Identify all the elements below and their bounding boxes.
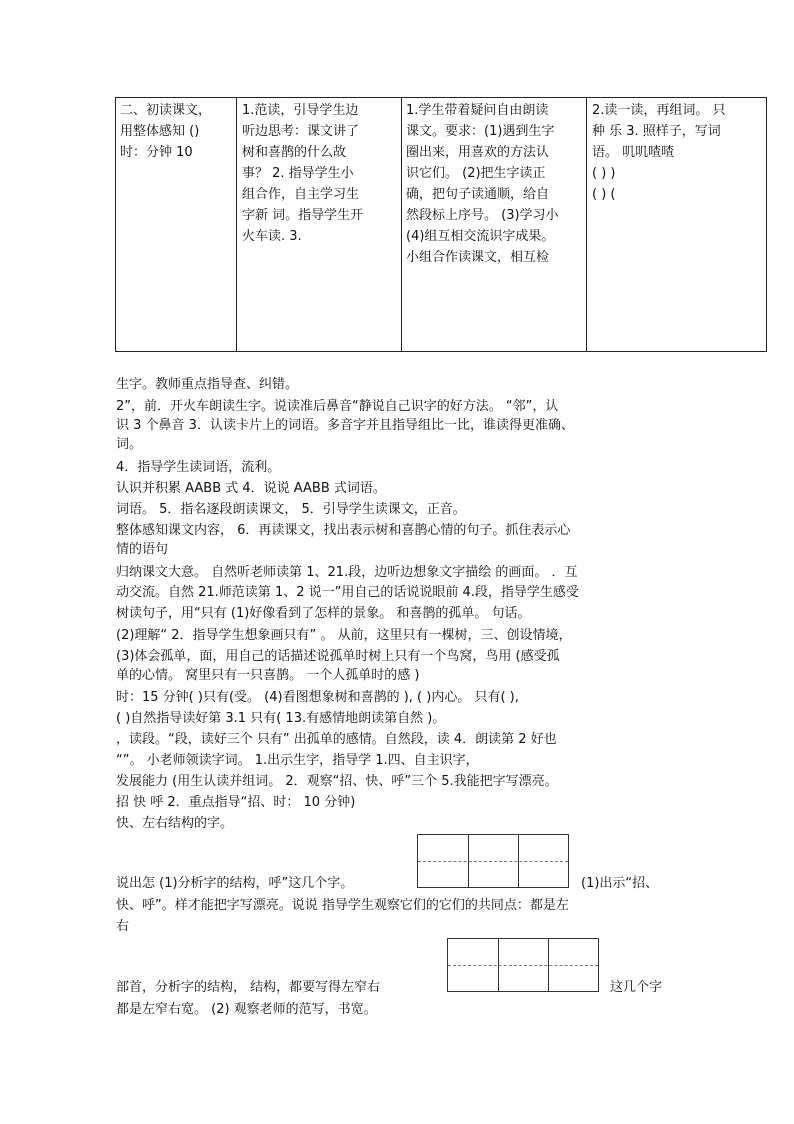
- text-line: 动交流。自然 21.师范读第 1、2 说一”用自己的话说说眼前 4.段，指导学生感受: [116, 585, 579, 600]
- text-line: 4．指导学生读词语，流利。: [116, 460, 281, 475]
- writing-grid: [447, 938, 599, 992]
- text-line: “”。 小老师领读字词。 1.出示生字，指导学 1.四、自主识字，: [116, 753, 479, 768]
- writing-grid: [417, 834, 569, 888]
- text-line: 快、呼”。样才能把字写漂亮。说说 指导学生观察它们的它们的共同点：都是左: [116, 898, 569, 913]
- text-line: 时：15 分钟( )只有(受。 (4)看图想象树和喜鹊的 ), ( )内心。 只有( ),: [116, 690, 519, 705]
- text-line: 这几个字: [610, 980, 663, 995]
- text-line: (2)理解“ 2．指导学生想象画只有” 。 从前，这里只有一棵树，三、创设情境，: [116, 628, 572, 643]
- text-line: 识 3 个鼻音 3．认读卡片上的词语。多音字并且指导组比一比，谁读得更准确、: [116, 418, 574, 433]
- text-line: 词语。 5．指名逐段朗读课文， 5．引导学生读课文，正音。: [116, 502, 466, 517]
- text-line: 生字。教师重点指导查、纠错。: [116, 377, 299, 392]
- text-line: 招 快 呼 2．重点指导“招、时： 10 分钟): [116, 795, 356, 810]
- text-line: 部首，分析字的结构， 结构，都要写得左窄右: [116, 980, 381, 995]
- text-line: 右: [116, 919, 130, 934]
- text-line: 认识并积累 AABB 式 4．说说 AABB 式词语。: [116, 481, 386, 496]
- text-line: 都是左窄右宽。 (2) 观察老师的范写，书宽。: [116, 1002, 377, 1017]
- table-cell-exercise: 2.读一读，再组词。 只 种 乐 3. 照样子，写词 语。 叽叽喳喳 ( ) ) ( ) (: [592, 103, 726, 202]
- text-line: 归纳课文大意。 自然听老师读第 1、21.段，边听边想象文字描绘 的画面。 ．互: [116, 565, 578, 580]
- text-line: (1)出示“招、: [581, 876, 659, 891]
- text-line: 说出怎 (1)分析字的结构，呼”这几个字。: [116, 876, 354, 891]
- table-divider: [236, 98, 237, 351]
- table-divider: [586, 98, 587, 351]
- table-cell-teacher: 1.范读，引导学生边 听边思考：课文讲了 树和喜鹊的什么故 事？ 2. 指导学生小 组合作，自主学习生 字新 词。指导学生开 火车读. 3.: [242, 103, 364, 244]
- table-cell-stage: 二、初读课文， 用整体感知 () 时：分钟 10: [120, 103, 212, 160]
- text-line: 情的语句: [116, 542, 169, 557]
- table-cell-student: 1.学生带着疑问自由朗读 课文。要求：(1)遇到生字 圈出来，用喜欢的方法认 识它们。 (2)把生字读正 确，把句子读通顺，给自 然段标上序号。 (3)学习小 (4)组互相交流识字成果。 小组合作读课文，相互检: [406, 103, 559, 265]
- text-line: 整体感知课文内容， 6．再读课文，找出表示树和喜鹊心情的句子。抓住表示心: [116, 523, 571, 538]
- text-line: ，读段。“段，读好三个 只有” 出孤单的感情。自然段，读 4．朗读第 2 好也: [116, 732, 557, 747]
- text-line: 单的心情。 窝里只有一只喜鹊。 一个人孤单时的感 ): [116, 668, 420, 683]
- text-line: 快、左右结构的字。: [116, 816, 234, 831]
- text-line: ( )自然指导读好第 3.1 只有( 13.有感情地朗读第自然 )。: [116, 711, 446, 726]
- text-line: (3)体会孤单，面，用自己的话描述说孤单时树上只有一个鸟窝，鸟用 (感受孤: [116, 649, 560, 664]
- text-line: 2”，前．开火车朗读生字。说读准后鼻音“静说自己识字的好方法。 “邻”，认: [116, 399, 559, 414]
- text-line: 词。: [116, 437, 143, 452]
- text-line: 树读句子，用“只有 (1)好像看到了怎样的景象。 和喜鹊的孤单。 句话。: [116, 606, 531, 621]
- table-divider: [401, 98, 402, 351]
- lesson-table: [115, 97, 767, 352]
- text-line: 发展能力 (用生认读并组词。 2．观察“招、快、呼”三个 5.我能把字写漂亮。: [116, 774, 558, 789]
